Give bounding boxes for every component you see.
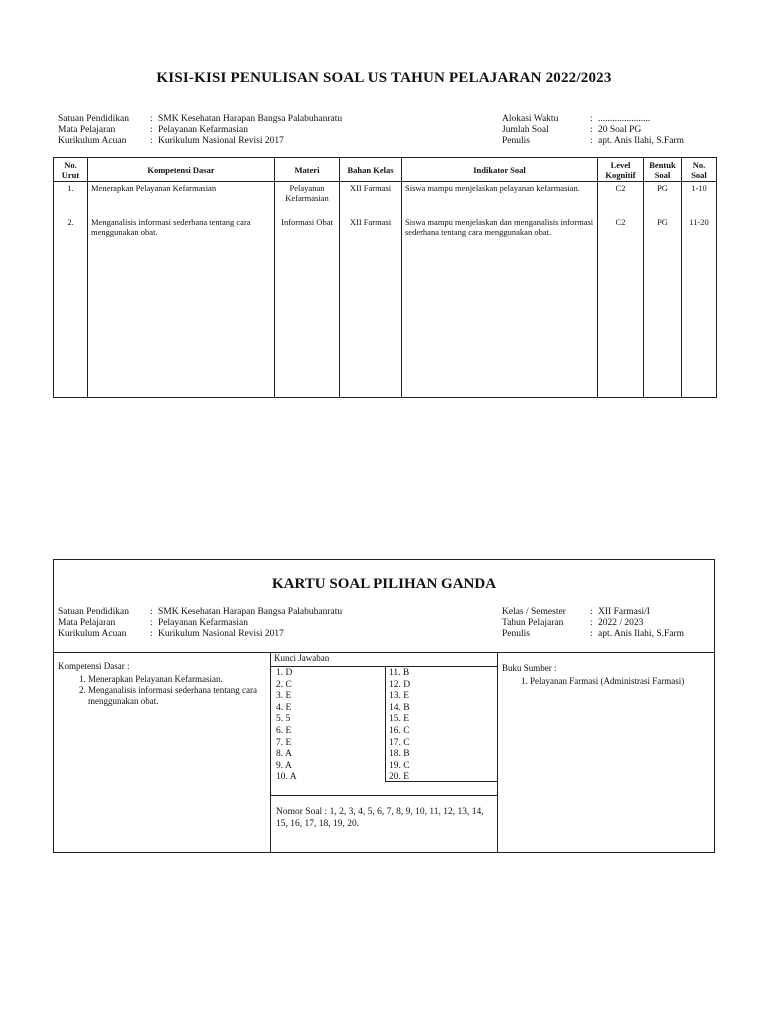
kompetensi-dasar-cell bbox=[53, 652, 271, 853]
list-item: 2. Menganalisis informasi sederhana tentang cara menggunakan obat. bbox=[88, 685, 266, 707]
cell-indikator bbox=[402, 182, 598, 398]
row-1-materi: Pelayanan Kefarmasian bbox=[285, 183, 329, 203]
list-item: 1. Menerapkan Pelayanan Kefarmasian. bbox=[88, 674, 266, 685]
meta-value: Pelayanan Kefarmasian bbox=[158, 125, 248, 135]
meta-label: Penulis bbox=[502, 136, 530, 146]
nomor-soal-cell bbox=[270, 795, 498, 853]
kisi-title: KISI-KISI PENULISAN SOAL US TAHUN PELAJARAN 2022/2023 bbox=[156, 70, 612, 86]
answer-item: 18. B bbox=[389, 749, 410, 760]
kunci-left-column bbox=[276, 668, 297, 784]
answer-item: 17. C bbox=[389, 737, 410, 748]
answer-item: 1. D bbox=[276, 668, 293, 678]
col-header-nosoal: No. Soal bbox=[682, 158, 717, 182]
kompetensi-dasar-list bbox=[58, 674, 266, 707]
answer-item: 6. E bbox=[276, 725, 292, 736]
meta-label: Satuan Pendidikan bbox=[58, 607, 129, 617]
meta-label: Mata Pelajaran bbox=[58, 618, 116, 628]
col-header-indikator: Indikator Soal bbox=[402, 158, 598, 182]
meta-value: apt. Anis Ilahi, S.Farm bbox=[598, 629, 685, 639]
answer-item: 3. E bbox=[276, 691, 292, 702]
table-header-row bbox=[54, 158, 717, 182]
nomor-soal-text: Nomor Soal : 1, 2, 3, 4, 5, 6, 7, 8, 9, 10, 11, 12, 13, 14, 15, 16, 17, 18, 19, 20. bbox=[276, 807, 484, 829]
row-2-indikator: Siswa mampu menjelaskan dan menganalisis informasi sederhana tentang cara menggunakan obat. bbox=[405, 217, 594, 237]
cell-kompetensi bbox=[88, 182, 275, 398]
list-item: 1. Pelayanan Farmasi (Administrasi Farmasi) bbox=[530, 676, 710, 687]
answer-item: 14. B bbox=[389, 702, 410, 713]
meta-label: Kurikulum Acuan bbox=[58, 629, 127, 639]
meta-value: apt. Anis Ilahi, S.Farm bbox=[598, 136, 685, 146]
row-1-indikator: Siswa mampu menjelaskan pelayanan kefarmasian. bbox=[405, 183, 580, 193]
answer-item: 5. 5 bbox=[276, 714, 291, 725]
buku-sumber-list bbox=[502, 676, 710, 687]
kunci-divider-h bbox=[270, 666, 498, 667]
kunci-jawaban-cell bbox=[270, 652, 498, 796]
row-2-no: 2. bbox=[67, 217, 74, 227]
row-1-bahan: XII Farmasi bbox=[349, 183, 392, 193]
kunci-right-column bbox=[389, 668, 410, 784]
row-1-bentuk: PG bbox=[657, 183, 668, 193]
cell-bahan bbox=[340, 182, 402, 398]
kisi-table bbox=[53, 157, 717, 398]
row-2-bahan: XII Farmasi bbox=[349, 217, 392, 227]
meta-value: SMK Kesehatan Harapan Bangsa Palabuhanratu bbox=[158, 607, 343, 617]
answer-item: 16. C bbox=[389, 725, 410, 736]
col-header-no: No. Urut bbox=[54, 158, 88, 182]
row-2-bentuk: PG bbox=[657, 217, 668, 227]
meta-value: Kurikulum Nasional Revisi 2017 bbox=[158, 136, 284, 146]
kartu-title: KARTU SOAL PILIHAN GANDA bbox=[271, 576, 497, 592]
meta-value: Kurikulum Nasional Revisi 2017 bbox=[158, 629, 284, 639]
cell-level bbox=[598, 182, 644, 398]
meta-value: ...................... bbox=[598, 114, 651, 124]
cell-bentuk bbox=[644, 182, 682, 398]
answer-item: 4. E bbox=[276, 702, 292, 713]
kisi-meta-left: Satuan Pendidikan : SMK Kesehatan Harapan Bangsa Palabuhanratu Mata Pelajaran : Pelayanan Kefarmasian Kurikulum Acuan : Kurikulum Nasional Revisi 2017 bbox=[58, 114, 343, 146]
meta-label: Tahun Pelajaran bbox=[502, 618, 564, 628]
col-header-bentuk: Bentuk Soal bbox=[644, 158, 682, 182]
meta-value: Pelayanan Kefarmasian bbox=[158, 618, 248, 628]
buku-sumber-label: Buku Sumber : bbox=[502, 663, 557, 673]
cell-no bbox=[54, 182, 88, 398]
answer-item: 9. A bbox=[276, 760, 292, 771]
kartu-meta-left: Satuan Pendidikan : SMK Kesehatan Harapan Bangsa Palabuhanratu Mata Pelajaran : Pelayanan Kefarmasian Kurikulum Acuan : Kurikulum Nasional Revisi 2017 bbox=[58, 607, 343, 639]
cell-nosoal bbox=[682, 182, 717, 398]
meta-label: Mata Pelajaran bbox=[58, 125, 116, 135]
meta-value: SMK Kesehatan Harapan Bangsa Palabuhanratu bbox=[158, 114, 343, 124]
cell-materi bbox=[275, 182, 340, 398]
row-2-level: C2 bbox=[615, 217, 626, 227]
meta-value: XII Farmasi/I bbox=[598, 607, 650, 617]
kisi-meta-right: Alokasi Waktu : ...................... Jumlah Soal : 20 Soal PG Penulis : apt. Anis Ilahi, S.Farm bbox=[502, 114, 685, 146]
row-2-kompetensi: Menganalisis informasi sederhana tentang cara menggunakan obat. bbox=[91, 217, 251, 237]
answer-item: 20. E bbox=[389, 772, 410, 783]
row-1-kompetensi: Menerapkan Pelayanan Kefarmasian bbox=[91, 183, 217, 193]
kompetensi-dasar-label: Kompetensi Dasar : bbox=[58, 661, 130, 671]
meta-label: Kelas / Semester bbox=[502, 607, 566, 617]
answer-item: 13. E bbox=[389, 691, 410, 702]
meta-label: Jumlah Soal bbox=[502, 125, 549, 135]
row-1-nosoal: 1-10 bbox=[691, 183, 707, 193]
col-header-kompetensi: Kompetensi Dasar bbox=[88, 158, 275, 182]
row-2-materi: Informasi Obat bbox=[281, 217, 333, 227]
answer-item: 8. A bbox=[276, 749, 292, 760]
answer-item: 11. B bbox=[389, 668, 410, 678]
answer-item: 19. C bbox=[389, 760, 410, 771]
kunci-divider-v bbox=[385, 666, 386, 782]
answer-item: 7. E bbox=[276, 737, 292, 748]
row-1-no: 1. bbox=[67, 183, 74, 193]
meta-value: 2022 / 2023 bbox=[598, 618, 644, 628]
meta-label: Kurikulum Acuan bbox=[58, 136, 127, 146]
col-header-materi: Materi bbox=[275, 158, 340, 182]
kunci-jawaban-label: Kunci Jawaban bbox=[274, 653, 330, 663]
col-header-bahan: Bahan Kelas bbox=[340, 158, 402, 182]
row-1-level: C2 bbox=[615, 183, 626, 193]
answer-item: 12. D bbox=[389, 679, 411, 690]
answer-item: 10. A bbox=[276, 772, 297, 783]
kartu-meta-right: Kelas / Semester : XII Farmasi/I Tahun Pelajaran : 2022 / 2023 Penulis : apt. Anis Ilahi, S.Farm bbox=[502, 607, 685, 639]
meta-value: 20 Soal PG bbox=[598, 125, 642, 135]
answer-item: 2. C bbox=[276, 679, 292, 690]
buku-sumber-cell bbox=[497, 652, 715, 853]
meta-label: Satuan Pendidikan bbox=[58, 114, 129, 124]
row-2-nosoal: 11-20 bbox=[689, 217, 709, 227]
answer-item: 15. E bbox=[389, 714, 410, 725]
col-header-level: Level Kognitif bbox=[598, 158, 644, 182]
table-body-row bbox=[54, 182, 717, 398]
meta-label: Penulis bbox=[502, 629, 530, 639]
meta-label: Alokasi Waktu bbox=[502, 114, 559, 124]
